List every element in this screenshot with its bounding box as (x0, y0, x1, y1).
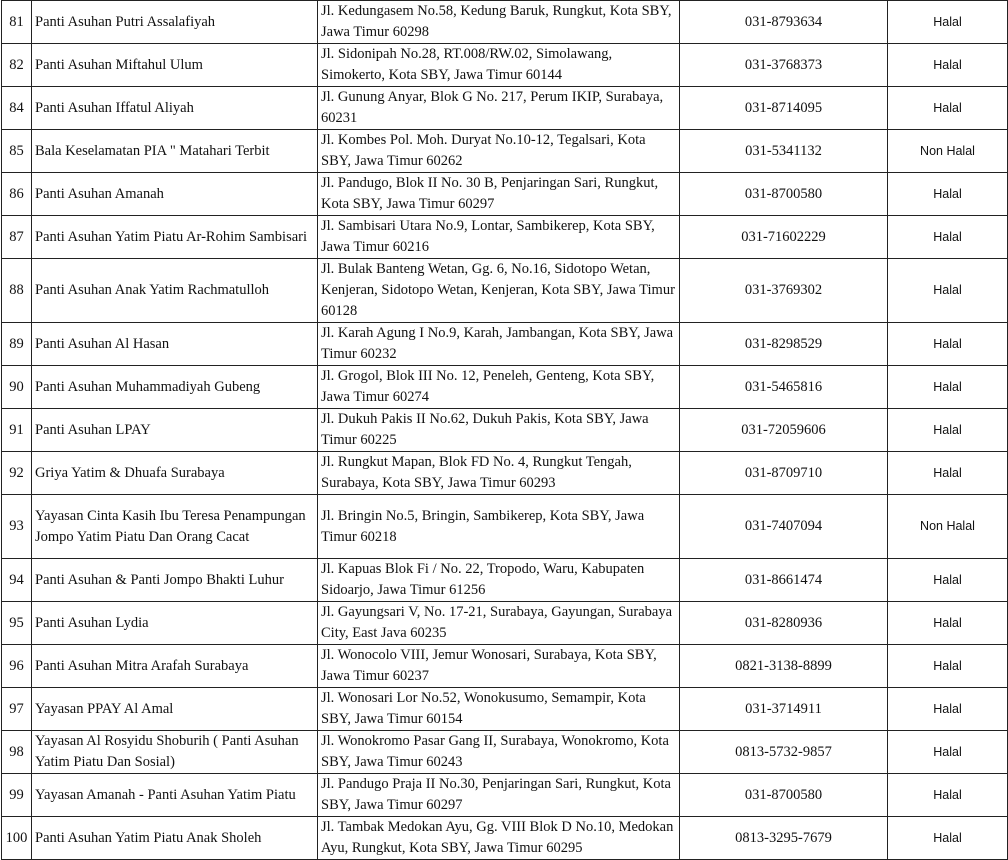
row-number: 92 (2, 452, 32, 495)
halal-status: Halal (888, 366, 1008, 409)
address: Jl. Kombes Pol. Moh. Duryat No.10-12, Tegalsari, Kota SBY, Jawa Timur 60262 (318, 130, 680, 173)
address: Jl. Bulak Banteng Wetan, Gg. 6, No.16, Sidotopo Wetan, Kenjeran, Sidotopo Wetan, Kenjeran, Kota SBY, Jawa Timur 60128 (318, 259, 680, 323)
table-row (2, 1, 1008, 44)
orphanage-table (1, 0, 1008, 860)
row-number: 85 (2, 130, 32, 173)
halal-status: Halal (888, 731, 1008, 774)
address: Jl. Sambisari Utara No.9, Lontar, Sambikerep, Kota SBY, Jawa Timur 60216 (318, 216, 680, 259)
table-row (2, 409, 1008, 452)
halal-status: Halal (888, 1, 1008, 44)
orphanage-name: Yayasan PPAY Al Amal (32, 688, 318, 731)
table-row (2, 602, 1008, 645)
orphanage-name: Yayasan Cinta Kasih Ibu Teresa Penampungan Jompo Yatim Piatu Dan Orang Cacat (32, 495, 318, 559)
halal-status: Halal (888, 645, 1008, 688)
row-number: 91 (2, 409, 32, 452)
address: Jl. Wonocolo VIII, Jemur Wonosari, Surabaya, Kota SBY, Jawa Timur 60237 (318, 645, 680, 688)
orphanage-name: Panti Asuhan Lydia (32, 602, 318, 645)
halal-status: Halal (888, 173, 1008, 216)
table-row (2, 731, 1008, 774)
orphanage-name: Panti Asuhan & Panti Jompo Bhakti Luhur (32, 559, 318, 602)
halal-status: Halal (888, 559, 1008, 602)
row-number: 90 (2, 366, 32, 409)
row-number: 96 (2, 645, 32, 688)
phone-number: 031-72059606 (680, 409, 888, 452)
orphanage-name: Bala Keselamatan PIA " Matahari Terbit (32, 130, 318, 173)
row-number: 87 (2, 216, 32, 259)
row-number: 88 (2, 259, 32, 323)
halal-status: Halal (888, 216, 1008, 259)
table-row (2, 774, 1008, 817)
phone-number: 031-8700580 (680, 173, 888, 216)
table-row (2, 366, 1008, 409)
phone-number: 0813-3295-7679 (680, 817, 888, 860)
table-row (2, 259, 1008, 323)
table-row (2, 688, 1008, 731)
orphanage-name: Panti Asuhan Mitra Arafah Surabaya (32, 645, 318, 688)
address: Jl. Wonosari Lor No.52, Wonokusumo, Semampir, Kota SBY, Jawa Timur 60154 (318, 688, 680, 731)
phone-number: 031-3714911 (680, 688, 888, 731)
orphanage-name: Panti Asuhan Yatim Piatu Anak Sholeh (32, 817, 318, 860)
orphanage-name: Panti Asuhan Anak Yatim Rachmatulloh (32, 259, 318, 323)
phone-number: 031-3769302 (680, 259, 888, 323)
halal-status: Halal (888, 774, 1008, 817)
row-number: 84 (2, 87, 32, 130)
table-row (2, 216, 1008, 259)
address: Jl. Pandugo, Blok II No. 30 B, Penjaringan Sari, Rungkut, Kota SBY, Jawa Timur 60297 (318, 173, 680, 216)
orphanage-name: Panti Asuhan Miftahul Ulum (32, 44, 318, 87)
address: Jl. Kapuas Blok Fi / No. 22, Tropodo, Waru, Kabupaten Sidoarjo, Jawa Timur 61256 (318, 559, 680, 602)
halal-status: Non Halal (888, 130, 1008, 173)
address: Jl. Tambak Medokan Ayu, Gg. VIII Blok D No.10, Medokan Ayu, Rungkut, Kota SBY, Jawa Timur 60295 (318, 817, 680, 860)
phone-number: 031-71602229 (680, 216, 888, 259)
phone-number: 031-5341132 (680, 130, 888, 173)
address: Jl. Gayungsari V, No. 17-21, Surabaya, Gayungan, Surabaya City, East Java 60235 (318, 602, 680, 645)
orphanage-name: Yayasan Al Rosyidu Shoburih ( Panti Asuhan Yatim Piatu Dan Sosial) (32, 731, 318, 774)
halal-status: Halal (888, 688, 1008, 731)
address: Jl. Wonokromo Pasar Gang II, Surabaya, Wonokromo, Kota SBY, Jawa Timur 60243 (318, 731, 680, 774)
row-number: 82 (2, 44, 32, 87)
halal-status: Halal (888, 259, 1008, 323)
row-number: 86 (2, 173, 32, 216)
address: Jl. Pandugo Praja II No.30, Penjaringan Sari, Rungkut, Kota SBY, Jawa Timur 60297 (318, 774, 680, 817)
table-row (2, 495, 1008, 559)
table-row (2, 645, 1008, 688)
row-number: 81 (2, 1, 32, 44)
phone-number: 031-8661474 (680, 559, 888, 602)
phone-number: 031-7407094 (680, 495, 888, 559)
phone-number: 031-8280936 (680, 602, 888, 645)
address: Jl. Bringin No.5, Bringin, Sambikerep, Kota SBY, Jawa Timur 60218 (318, 495, 680, 559)
address: Jl. Karah Agung I No.9, Karah, Jambangan, Kota SBY, Jawa Timur 60232 (318, 323, 680, 366)
phone-number: 031-3768373 (680, 44, 888, 87)
table-row (2, 173, 1008, 216)
row-number: 97 (2, 688, 32, 731)
row-number: 94 (2, 559, 32, 602)
row-number: 98 (2, 731, 32, 774)
halal-status: Halal (888, 87, 1008, 130)
phone-number: 031-8700580 (680, 774, 888, 817)
halal-status: Halal (888, 409, 1008, 452)
orphanage-name: Panti Asuhan Putri Assalafiyah (32, 1, 318, 44)
address: Jl. Grogol, Blok III No. 12, Peneleh, Genteng, Kota SBY, Jawa Timur 60274 (318, 366, 680, 409)
table-row (2, 130, 1008, 173)
table-row (2, 323, 1008, 366)
phone-number: 031-8793634 (680, 1, 888, 44)
row-number: 99 (2, 774, 32, 817)
phone-number: 0821-3138-8899 (680, 645, 888, 688)
orphanage-name: Panti Asuhan Muhammadiyah Gubeng (32, 366, 318, 409)
phone-number: 031-5465816 (680, 366, 888, 409)
phone-number: 0813-5732-9857 (680, 731, 888, 774)
row-number: 100 (2, 817, 32, 860)
row-number: 95 (2, 602, 32, 645)
halal-status: Halal (888, 44, 1008, 87)
halal-status: Halal (888, 452, 1008, 495)
address: Jl. Rungkut Mapan, Blok FD No. 4, Rungkut Tengah, Surabaya, Kota SBY, Jawa Timur 60293 (318, 452, 680, 495)
address: Jl. Sidonipah No.28, RT.008/RW.02, Simolawang, Simokerto, Kota SBY, Jawa Timur 60144 (318, 44, 680, 87)
phone-number: 031-8709710 (680, 452, 888, 495)
halal-status: Halal (888, 817, 1008, 860)
orphanage-name: Panti Asuhan Yatim Piatu Ar-Rohim Sambisari (32, 216, 318, 259)
table-row (2, 817, 1008, 860)
row-number: 89 (2, 323, 32, 366)
row-number: 93 (2, 495, 32, 559)
phone-number: 031-8298529 (680, 323, 888, 366)
orphanage-name: Panti Asuhan Amanah (32, 173, 318, 216)
orphanage-name: Yayasan Amanah - Panti Asuhan Yatim Piatu (32, 774, 318, 817)
table-row (2, 452, 1008, 495)
table-body (2, 1, 1008, 860)
address: Jl. Kedungasem No.58, Kedung Baruk, Rungkut, Kota SBY, Jawa Timur 60298 (318, 1, 680, 44)
table-row (2, 44, 1008, 87)
halal-status: Halal (888, 323, 1008, 366)
address: Jl. Gunung Anyar, Blok G No. 217, Perum IKIP, Surabaya, 60231 (318, 87, 680, 130)
phone-number: 031-8714095 (680, 87, 888, 130)
address: Jl. Dukuh Pakis II No.62, Dukuh Pakis, Kota SBY, Jawa Timur 60225 (318, 409, 680, 452)
halal-status: Non Halal (888, 495, 1008, 559)
orphanage-name: Panti Asuhan Al Hasan (32, 323, 318, 366)
orphanage-name: Griya Yatim & Dhuafa Surabaya (32, 452, 318, 495)
table-row (2, 87, 1008, 130)
halal-status: Halal (888, 602, 1008, 645)
table-row (2, 559, 1008, 602)
orphanage-name: Panti Asuhan LPAY (32, 409, 318, 452)
orphanage-name: Panti Asuhan Iffatul Aliyah (32, 87, 318, 130)
